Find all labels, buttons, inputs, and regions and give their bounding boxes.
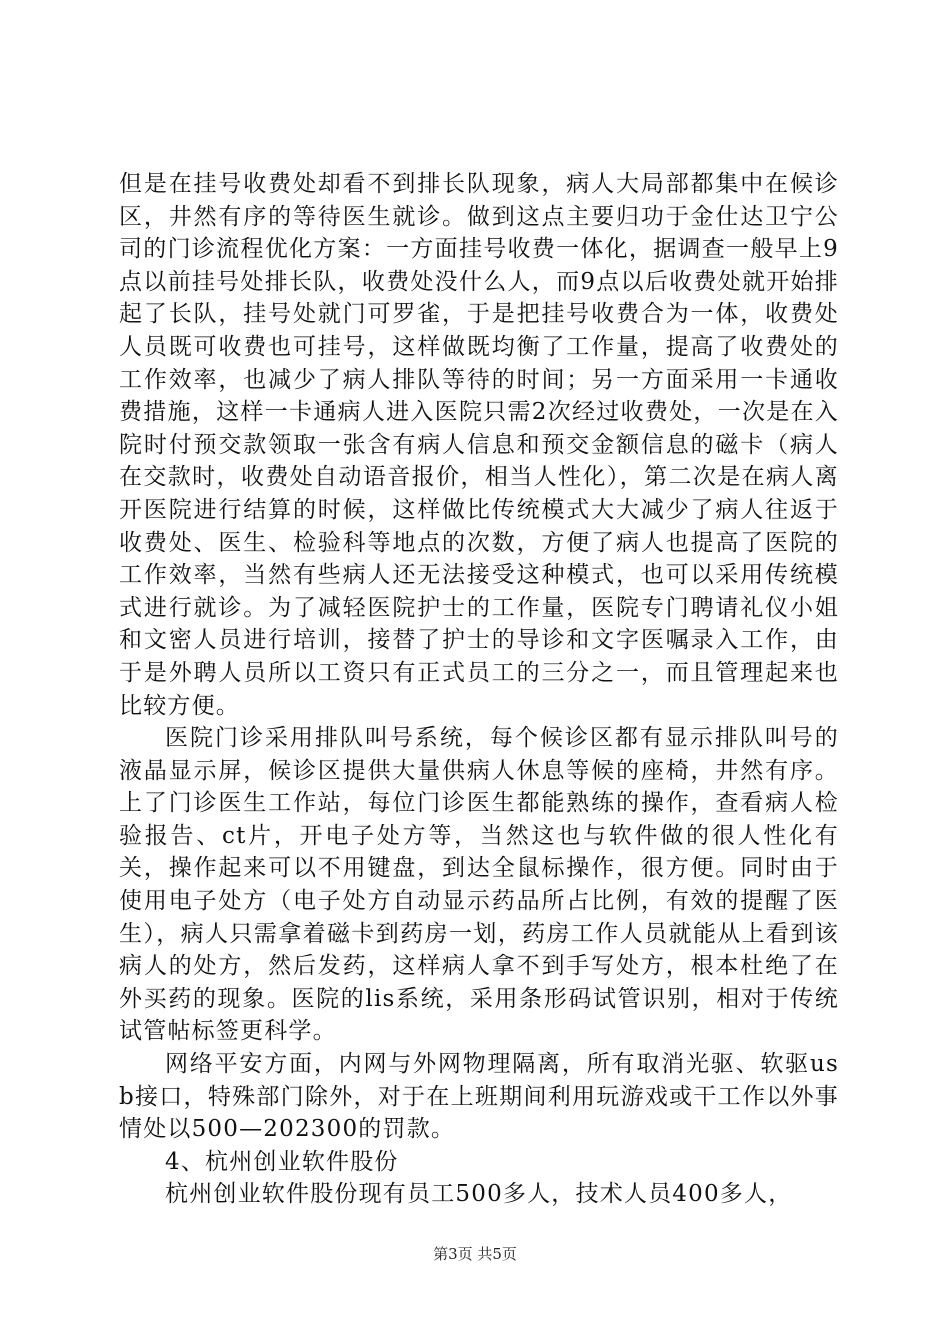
paragraph-network-security: 网络平安方面，内网与外网物理隔离，所有取消光驱、软驱usb接口，特殊部门除外，对于在上班期间利用玩游戏或干工作以外事情处以500—202300的罚款。: [119, 1051, 839, 1143]
paragraph-company-intro: 杭州创业软件股份现有员工500多人，技术人员400多人，: [165, 1181, 793, 1208]
paragraph-outpatient-queue: 医院门诊采用排队叫号系统，每个候诊区都有显示排队叫号的液晶显示屏，候诊区提供大量供病人休息等候的座椅，井然有序。上了门诊医生工作站，每位门诊医生都能熟练的操作，查看病人检验报告、ct片，开电子处方等，当然这也与软件做的很人性化有关，操作起来可以不用键盘，到达全鼠标操作，很方便。同时由于使用电子处方（电子处方自动显示药品所占比例，有效的提醒了医生），病人只需拿着磁卡到药房一划，药房工作人员就能从上看到该病人的处方，然后发药，这样病人拿不到手写处方，根本杜绝了在外买药的现象。医院的lis系统，采用条形码试管识别，相对于传统试管帖标签更科学。: [119, 725, 839, 1045]
document-body: [119, 168, 839, 1211]
page-number-footer: 第3页 共5页: [433, 1245, 517, 1263]
paragraph-continuation: 但是在挂号收费处却看不到排长队现象，病人大局部都集中在候诊区，井然有序的等待医生就诊。做到这点主要归功于金仕达卫宁公司的门诊流程优化方案：一方面挂号收费一体化，据调查一般早上9点以前挂号处排长队，收费处没什么人，而9点以后收费处就开始排起了长队，挂号处就门可罗雀，于是把挂号收费合为一体，收费处人员既可收费也可挂号，这样做既均衡了工作量，提高了收费处的工作效率，也减少了病人排队等待的时间；另一方面采用一卡通收费措施，这样一卡通病人进入医院只需2次经过收费处，一次是在入院时付预交款领取一张含有病人信息和预交金额信息的磁卡（病人在交款时，收费处自动语音报价，相当人性化），第二次是在病人离开医院进行结算的时候，这样做比传统模式大大减少了病人往返于收费处、医生、检验科等地点的次数，方便了病人也提高了医院的工作效率，当然有些病人还无法接受这种模式，也可以采用传统模式进行就诊。为了减轻医院护士的工作量，医院专门聘请礼仪小姐和文密人员进行培训，接替了护士的导诊和文字医嘱录入工作，由于是外聘人员所以工资只有正式员工的三分之一，而且管理起来也比较方便。: [119, 171, 839, 719]
section-heading: 4、杭州创业软件股份: [165, 1148, 399, 1175]
